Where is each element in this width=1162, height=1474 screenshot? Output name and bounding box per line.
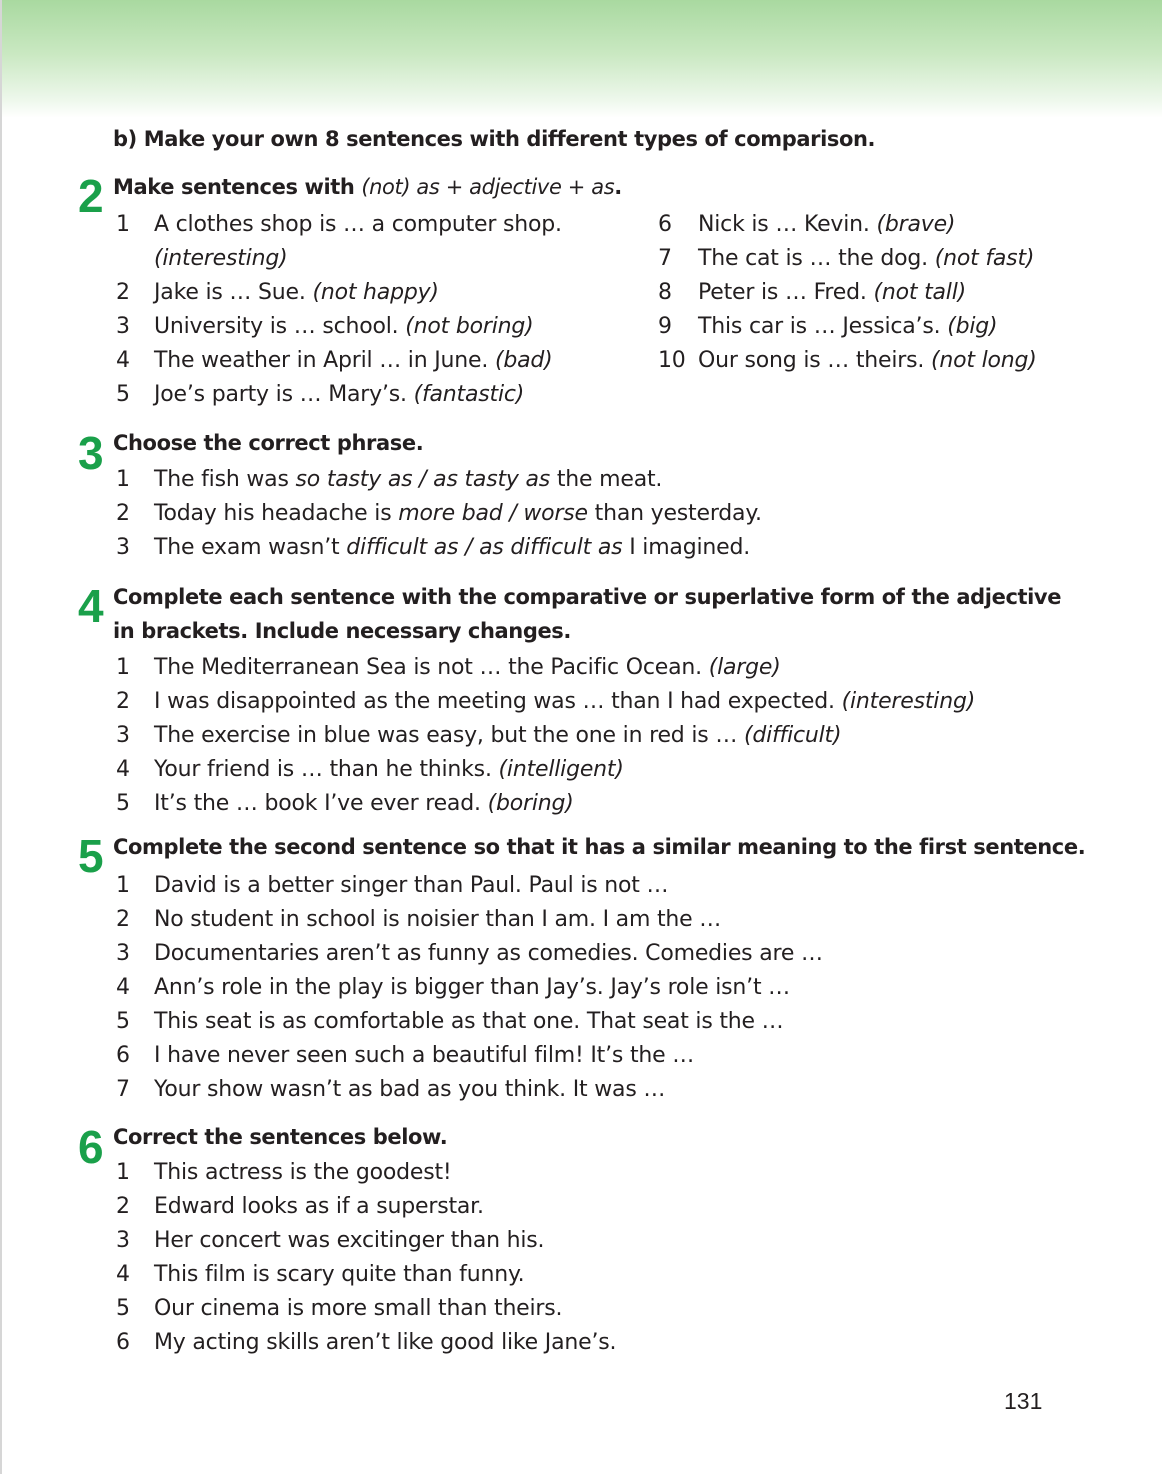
exercise-2-heading: Make sentences with (not) as + adjective + as.: [113, 175, 622, 199]
exercise-4-heading-line2: in brackets. Include necessary changes.: [113, 619, 571, 643]
exercise-5-number: 5: [78, 830, 104, 882]
exercise-4-number: 4: [78, 580, 104, 632]
exercise-3-number: 3: [78, 427, 104, 479]
page-number: 131: [1004, 1388, 1043, 1414]
exercise-4-heading-line1: Complete each sentence with the comparative or superlative form of the adjective: [113, 585, 1062, 609]
exercise-6-number: 6: [78, 1121, 104, 1173]
exercise-1b-instruction: b) Make your own 8 sentences with different types of comparison.: [113, 127, 876, 151]
header-band: [0, 0, 1162, 118]
page-edge: [0, 0, 2, 1474]
exercise-2-number: 2: [78, 170, 104, 222]
exercise-5-heading: Complete the second sentence so that it has a similar meaning to the first sentence.: [113, 835, 1086, 859]
exercise-6-heading: Correct the sentences below.: [113, 1125, 448, 1149]
exercise-3-heading: Choose the correct phrase.: [113, 431, 424, 455]
